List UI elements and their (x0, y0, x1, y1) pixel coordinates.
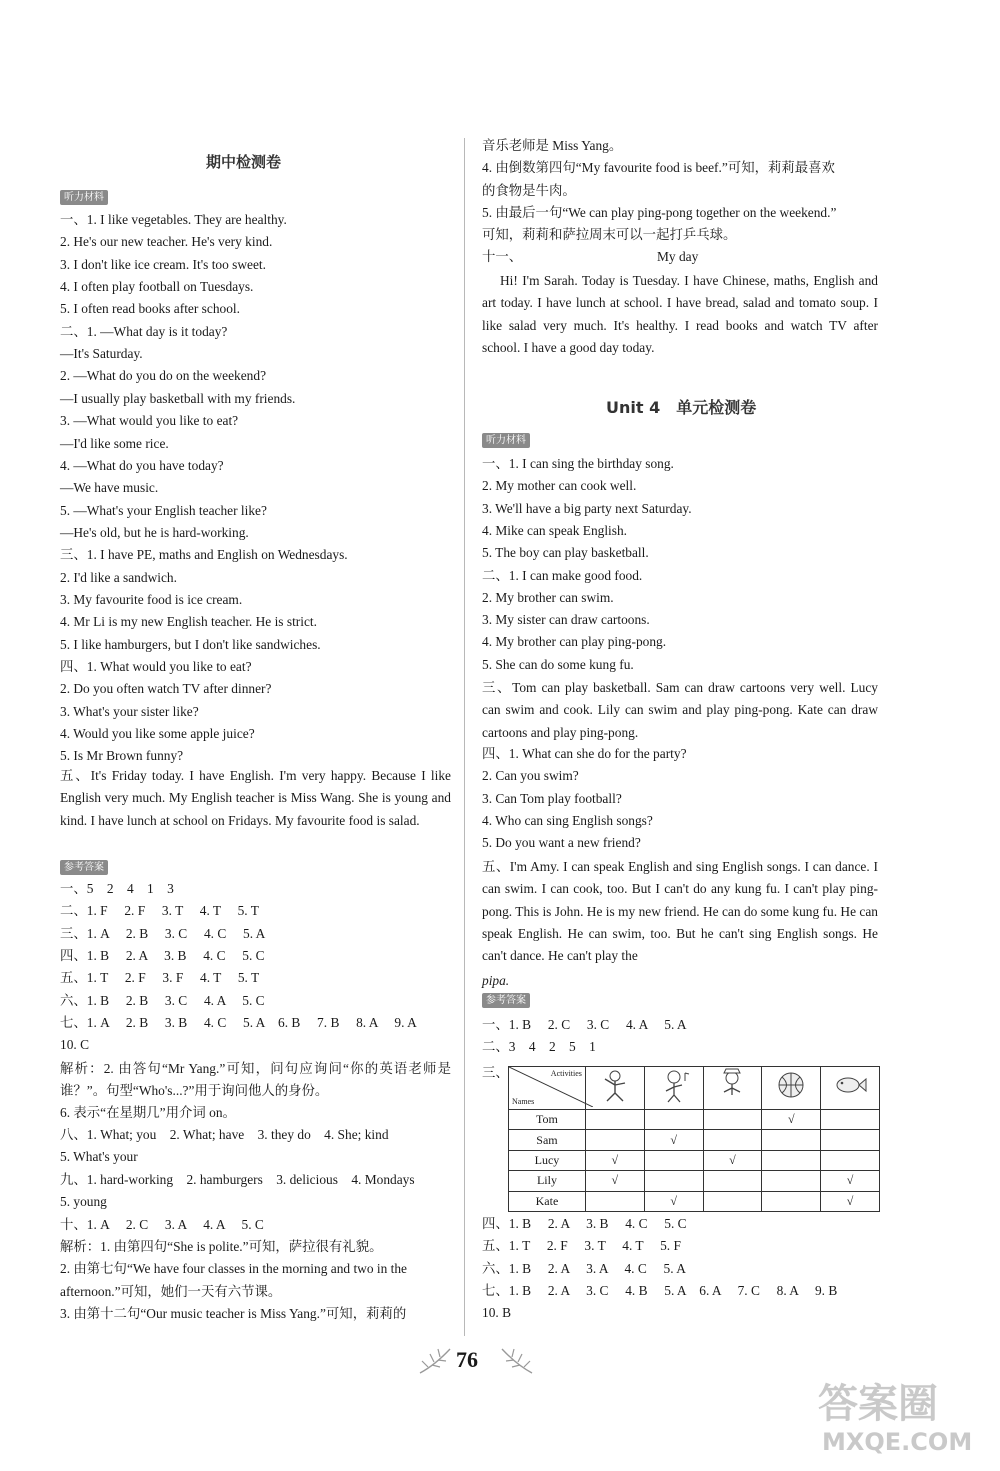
check-cell (644, 1150, 703, 1170)
unit4-answer-line-b-5: 10. B (482, 1305, 512, 1321)
answer-line-b-2: 5. What's your (60, 1149, 138, 1165)
listening-line-11: —I'd like some rice. (60, 435, 169, 451)
analysis-line-1: 解析：1. 由第四句“She is polite.”可知，萨拉很有礼貌。 (60, 1239, 383, 1254)
unit4-listening-line-9: 4. My brother can play ping-pong. (482, 634, 667, 650)
listening-line-4: 4. I often play football on Tuesdays. (60, 279, 254, 295)
unit4-answer-line-b-4: 七、1. B 2. A 3. C 4. B 5. A 6. A 7. C 8. A 9. B (482, 1282, 838, 1298)
unit4-listening-line-b-4: 4. Who can sing English songs? (482, 812, 653, 828)
leaf-ornament-right-icon (500, 1345, 534, 1375)
check-cell: √ (644, 1191, 703, 1211)
check-cell: √ (585, 1150, 644, 1170)
activity-table (508, 1066, 880, 1212)
analysis-cont-line-2: 4. 由倒数第四句“My favourite food is beef.”可知，莉莉最喜欢 (482, 160, 835, 176)
leaf-ornament-left-icon (418, 1345, 452, 1375)
answer-line-b-4: 5. young (60, 1194, 107, 1210)
row-name: Kate (509, 1191, 586, 1211)
unit4-answer-line-b-2: 五、1. T 2. F 3. T 4. T 5. F (482, 1238, 681, 1254)
answer-line-7: 七、1. A 2. B 3. B 4. C 5. A 6. B 7. B 8. A 9. A (60, 1014, 417, 1030)
check-cell (762, 1171, 821, 1191)
activity-column-header (762, 1067, 821, 1110)
answer-line-b-3: 九、1. hard-working 2. hamburgers 3. delicious 4. Mondays (60, 1171, 415, 1187)
listening-line-19: 4. Mr Li is my new English teacher. He is strict. (60, 614, 317, 630)
answer-badge: 参考答案 (60, 860, 108, 875)
header-activities: Activities (550, 1069, 582, 1078)
listening-badge: 听力材料 (60, 190, 108, 205)
row-name: Sam (509, 1130, 586, 1150)
listening-line-2: 2. He's our new teacher. He's very kind. (60, 234, 273, 250)
check-cell: √ (585, 1171, 644, 1191)
activity-column-header (585, 1067, 644, 1110)
answer-line-2: 二、1. F 2. F 3. T 4. T 5. T (60, 903, 259, 919)
analysis-line-2: 2. 由第七句“We have four classes in the morning and two in the (60, 1261, 407, 1277)
midterm-title: 期中检测卷 (206, 153, 282, 171)
unit4-listening-line-8: 3. My sister can draw cartoons. (482, 612, 650, 628)
check-cell (585, 1191, 644, 1211)
listening-line-22: 2. Do you often watch TV after dinner? (60, 681, 272, 697)
listening-line-13: —We have music. (60, 480, 159, 496)
listening-line-8: 2. —What do you do on the weekend? (60, 368, 267, 384)
unit4-listening-line-6: 二、1. I can make good food. (482, 567, 643, 583)
header-names: Names (512, 1097, 535, 1106)
check-cell (821, 1130, 880, 1150)
unit4-answer-line-b-1: 四、1. B 2. A 3. B 4. C 5. C (482, 1216, 687, 1231)
answer-line-6: 六、1. B 2. B 3. C 4. A 5. C (60, 992, 265, 1008)
listening-part5: 五、It's Friday today. I have English. I'm very happy. Because I like English very much. My English teacher is Miss Wang. She is young and kind. I have lunch at school on Fridays. My favourite food is salad. (60, 768, 451, 828)
watermark-logo: 答案圈 (818, 1381, 938, 1427)
listening-line-9: —I usually play basketball with my friends. (60, 390, 296, 406)
table-row (509, 1110, 880, 1130)
analysis-cont-line-4: 5. 由最后一句“We can play ping-pong together on the weekend.” (482, 204, 837, 220)
essay-title: My day (657, 249, 699, 264)
table-row (509, 1171, 880, 1191)
check-cell (703, 1130, 762, 1150)
check-cell (703, 1171, 762, 1191)
check-cell: √ (821, 1171, 880, 1191)
check-cell (821, 1150, 880, 1170)
row-name: Lucy (509, 1150, 586, 1170)
analysis-text: 解析：2. 由答句“Mr Yang.”可知，问句应询问“你的英语老师是谁？”。句型“Who's...?”用于询问他人的身份。 (60, 1061, 451, 1099)
unit4-listening-line-4: 4. Mike can speak English. (482, 522, 628, 538)
answer-line-8: 10. C (60, 1037, 90, 1053)
check-cell (644, 1171, 703, 1191)
listening-line-20: 5. I like hamburgers, but I don't like sandwiches. (60, 636, 321, 652)
analysis-line-4: 3. 由第十二句“Our music teacher is Miss Yang.”可知，莉莉的 (60, 1305, 407, 1321)
check-cell: √ (762, 1110, 821, 1130)
table-row (509, 1191, 880, 1211)
analysis-cont-line-3: 的食物是牛肉。 (482, 182, 576, 198)
row-name: Lily (509, 1171, 586, 1191)
table-row (509, 1150, 880, 1170)
check-cell: √ (821, 1191, 880, 1211)
listening-part3: 三、Tom can play basketball. Sam can draw cartoons very well. Lucy can swim and cook. Lily can swim and play ping-pong. Kate can draw cartoons and play ping-pong. (482, 680, 878, 740)
listening-line-17: 2. I'd like a sandwich. (60, 569, 177, 585)
answer-line-b-1: 八、1. What; you 2. What; have 3. they do 4. She; kind (60, 1127, 389, 1142)
analysis-cont-line-1: 音乐老师是 Miss Yang。 (482, 138, 623, 153)
analysis-cont-line-5: 可知，莉莉和萨拉周末可以一起打乒乓球。 (482, 227, 737, 243)
answer-line-4: 四、1. B 2. A 3. B 4. C 5. C (60, 947, 265, 963)
column-divider (464, 138, 465, 1336)
row-name: Tom (509, 1110, 586, 1130)
activity-column-header (644, 1067, 703, 1110)
answer-line-5: 五、1. T 2. F 3. F 4. T 5. T (60, 970, 260, 986)
unit4-title: Unit 4 单元检测卷 (606, 398, 757, 417)
essay-text: Hi! I'm Sarah. Today is Tuesday. I have Chinese, maths, English and art today. I have lunch at school. I have bread, salad and tomato soup. I like salad very much. It's healthy. I read books and watch TV after school. I have a good day today. (482, 273, 878, 355)
listening-line-24: 4. Would you like some apple juice? (60, 726, 255, 742)
kung-fu-icon (593, 1067, 637, 1105)
unit4-listening-line-2: 2. My mother can cook well. (482, 478, 637, 494)
listening-line-12: 4. —What do you have today? (60, 457, 224, 473)
watermark-url: MXQE.COM (822, 1428, 973, 1456)
answer-badge-2: 参考答案 (482, 993, 530, 1008)
answer-line-3: 三、1. A 2. B 3. C 4. C 5. A (60, 925, 266, 941)
check-cell: √ (703, 1150, 762, 1170)
check-cell: √ (644, 1130, 703, 1150)
check-cell (585, 1130, 644, 1150)
listening-line-21: 四、1. What would you like to eat? (60, 659, 252, 674)
listening-line-14: 5. —What's your English teacher like? (60, 502, 267, 518)
listening-line-18: 3. My favourite food is ice cream. (60, 591, 243, 607)
listening-line-6: 二、1. —What day is it today? (60, 323, 228, 339)
unit4-listening-line-b-3: 3. Can Tom play football? (482, 790, 622, 806)
page-number: 76 (456, 1347, 478, 1372)
answer-line-b-5: 十、1. A 2. C 3. A 4. A 5. C (60, 1216, 264, 1232)
analysis-line-3: afternoon.”可知，她们一天有六节课。 (60, 1283, 282, 1299)
activity-column-header (821, 1067, 880, 1110)
listening-line-7: —It's Saturday. (60, 346, 143, 362)
pipa-word: pipa. (482, 973, 510, 988)
analysis-text-6: 6. 表示“在星期几”用介词 on。 (60, 1105, 236, 1120)
unit4-listening-line-10: 5. She can do some kung fu. (482, 656, 634, 672)
check-cell (703, 1110, 762, 1130)
table-row (509, 1130, 880, 1150)
unit4-listening-line-1: 一、1. I can sing the birthday song. (482, 456, 674, 471)
table-label: 三、 (482, 1065, 509, 1080)
table-header-corner (509, 1067, 586, 1110)
unit4-listening-line-7: 2. My brother can swim. (482, 589, 614, 605)
listening-line-15: —He's old, but he is hard-working. (60, 524, 249, 540)
listening-line-10: 3. —What would you like to eat? (60, 413, 239, 429)
unit4-answer-line-2: 二、3 4 2 5 1 (482, 1039, 596, 1055)
listening-line-1: 一、1. I like vegetables. They are healthy. (60, 212, 287, 227)
check-cell (762, 1191, 821, 1211)
check-cell (762, 1130, 821, 1150)
answer-line-1: 一、5 2 4 1 3 (60, 881, 174, 896)
listening-line-16: 三、1. I have PE, maths and English on Wednesdays. (60, 547, 348, 563)
activity-column-header (703, 1067, 762, 1110)
essay-label: 十一、 (482, 249, 523, 264)
unit4-listening-line-b-5: 5. Do you want a new friend? (482, 835, 641, 851)
listening-line-5: 5. I often read books after school. (60, 301, 240, 317)
singing-icon (652, 1067, 696, 1105)
check-cell (762, 1150, 821, 1170)
listening-line-23: 3. What's your sister like? (60, 703, 199, 719)
listening-line-25: 5. Is Mr Brown funny? (60, 748, 184, 764)
cooking-icon (710, 1067, 754, 1105)
check-cell (703, 1191, 762, 1211)
check-cell (585, 1110, 644, 1130)
check-cell (644, 1110, 703, 1130)
listening-part5-2: 五、I'm Amy. I can speak English and sing English songs. I can dance. I can swim. I can cook, too. But I can't do any kung fu. I can't play ping-pong. This is John. He is my new friend. He can do some kung fu. He can speak English. He can swim, too. But he can't sing English songs. He can't dance. He can't play the (482, 859, 878, 964)
basketball-icon (769, 1067, 813, 1105)
unit4-answer-line-b-3: 六、1. B 2. A 3. A 4. C 5. A (482, 1260, 686, 1276)
listening-line-3: 3. I don't like ice cream. It's too sweet. (60, 256, 266, 272)
unit4-listening-line-5: 5. The boy can play basketball. (482, 545, 649, 561)
unit4-listening-line-b-2: 2. Can you swim? (482, 768, 579, 784)
unit4-listening-line-b-1: 四、1. What can she do for the party? (482, 746, 687, 761)
unit4-listening-line-3: 3. We'll have a big party next Saturday. (482, 500, 692, 516)
unit4-answer-line-1: 一、1. B 2. C 3. C 4. A 5. A (482, 1017, 687, 1032)
fish-icon (828, 1067, 872, 1105)
listening-badge-2: 听力材料 (482, 433, 530, 448)
check-cell (821, 1110, 880, 1130)
